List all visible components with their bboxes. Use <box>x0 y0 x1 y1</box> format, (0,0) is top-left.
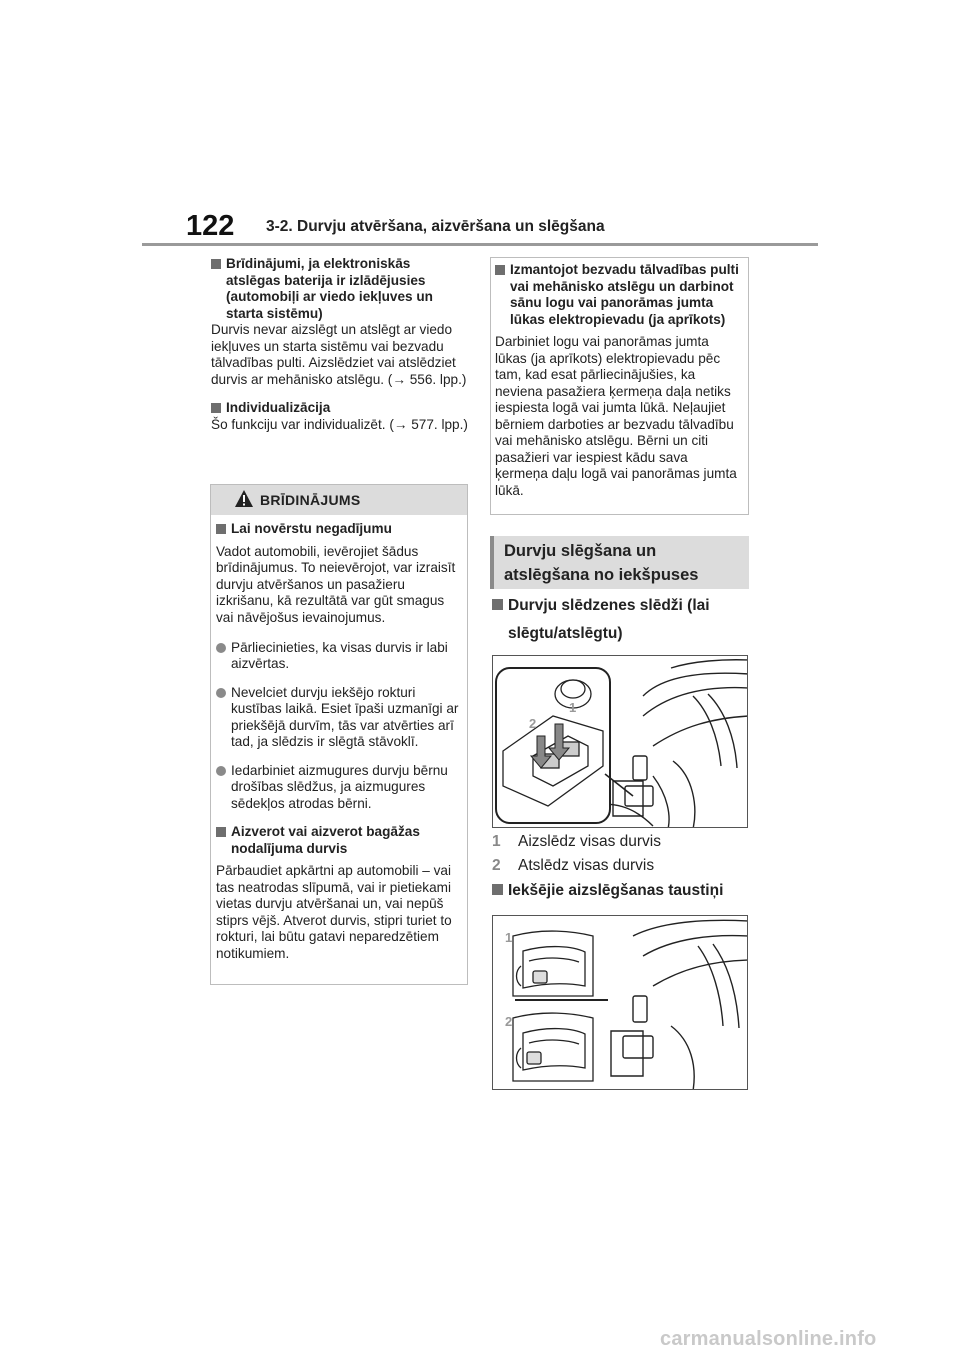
bullet-item: Iedarbiniet aizmugures durvju bērnu drošības slēdžus, ja aizmugures sēdekļos atrodas bērni. <box>216 763 464 813</box>
heading-lock-switches-line2: slēgtu/atslēgtu) <box>508 625 623 642</box>
section-title-line1: Durvju slēgšana un <box>504 542 657 560</box>
warning-header <box>211 485 467 515</box>
section-title <box>490 536 749 589</box>
inside-lock-illustration <box>492 915 748 1090</box>
watermark: carmanualsonline.info <box>660 1328 877 1350</box>
chapter-title: 3-2. Durvju atvēršana, aizvēršana un slēgšana <box>266 218 605 235</box>
square-bullet-icon <box>211 259 221 269</box>
numbered-item: 2 Atslēdz visas durvis <box>492 857 655 874</box>
bullet-item: Pārliecinieties, ka visas durvis ir labi aizvērtas. <box>216 640 464 673</box>
round-bullet-icon <box>216 643 226 653</box>
warning-body <box>216 521 464 976</box>
paragraph-battery: Durvis nevar aizslēgt un atslēgt ar viedo iekļuves un starta sistēmu vai bezvadu tālvadības pulti. Aizslēdziet vai atslēdziet durvis ar mehānisko atslēgu. (→ 556. lpp.) <box>211 322 467 387</box>
section-title-line2: atslēgšana no iekšpuses <box>504 566 699 584</box>
door-lock-switch-illustration <box>493 656 748 828</box>
heading-battery: Brīdinājumi, ja elektroniskās atslēgas baterija ir izlādējusies (automobiļi ar viedo iekļuves un starta sistēmu) <box>211 256 468 322</box>
section-accent-bar <box>490 536 494 589</box>
heading-lock-switches: Durvju slēdzenes slēdži (lai slēgtu/atslēgtu) <box>492 592 752 648</box>
heading-prevent-accident: Lai novērstu negadījumu <box>216 521 464 538</box>
remote-warning-body <box>495 262 744 513</box>
square-bullet-icon <box>216 524 226 534</box>
square-bullet-icon <box>492 599 503 610</box>
lock-switch-illustration <box>492 655 748 828</box>
page-number: 122 <box>186 210 235 242</box>
fig1-label-2: 2 <box>529 716 537 731</box>
numbered-item: 1 Aizslēdz visas durvis <box>492 833 661 850</box>
paragraph-customization: Šo funkciju var individualizēt. (→ 577. lpp.) <box>211 416 468 432</box>
heading-inside-lock-buttons: Iekšējie aizslēgšanas taustiņi <box>492 877 752 905</box>
square-bullet-icon <box>216 827 226 837</box>
fig2-label-1: 1 <box>505 930 513 945</box>
heading-remote: Izmantojot bezvadu tālvadības pulti vai mehānisko atslēgu un darbinot sānu logu vai panorāmas jumta lūkas elektropievadu (ja aprīkots) <box>495 262 744 328</box>
remote-warning-box <box>490 257 749 515</box>
square-bullet-icon <box>211 403 221 413</box>
fig2-label-2: 2 <box>505 1014 513 1029</box>
heading-luggage-door: Aizverot vai aizverot bagāžas nodalījuma durvis <box>216 824 464 857</box>
warning-triangle-icon <box>234 489 254 508</box>
fig1-label-1: 1 <box>569 700 577 715</box>
left-column <box>211 256 468 433</box>
warning-title: BRĪDINĀJUMS <box>260 492 361 508</box>
paragraph-remote: Darbiniet logu vai panorāmas jumta lūkas (ja aprīkots) elektropievadu pēc tam, kad esat pārliecinājušies, ka neviena pasažiera ķermeņa daļa netiks iespiesta logā vai jumta lūkā. Neļaujiet bērniem darboties ar bezvadu tālvadību vai mehānisko atslēgu. Bērni un citi pasažieri var iespiest kādu sava ķermeņa daļu logā vai panorāmas jumta lūkā. <box>495 334 737 498</box>
warning-box <box>210 484 468 985</box>
round-bullet-icon <box>216 766 226 776</box>
square-bullet-icon <box>492 884 503 895</box>
bullet-item: Nevelciet durvju iekšējo rokturi kustības laikā. Esiet īpaši uzmanīgi ar priekšējā durvīm, tās var atvērties arī tad, ja slēdzis ir slēgtā stāvoklī. <box>216 685 464 751</box>
paragraph-prevent-accident: Vadot automobili, ievērojiet šādus brīdinājumus. To neievērojot, var izraisīt durvju atvēršanos un pasažieru izkrišanu, kā rezultātā var gūt smagus vai nāvējošus ievainojumus. <box>216 543 456 625</box>
heading-customization: Individualizācija <box>211 400 468 417</box>
paragraph-luggage-door: Pārbaudiet apkārtni ap automobili – vai tas neatrodas slīpumā, vai ir pietiekami vietas durvju atvēršanai un, vai nepūš stiprs vējš. Atverot durvis, stipri turiet to rokturi, lai būtu gatavi neparedzētiem notikumiem. <box>216 863 452 961</box>
square-bullet-icon <box>495 265 505 275</box>
round-bullet-icon <box>216 688 226 698</box>
inside-lock-button-illustration <box>493 916 748 1090</box>
header-rule <box>142 243 818 246</box>
